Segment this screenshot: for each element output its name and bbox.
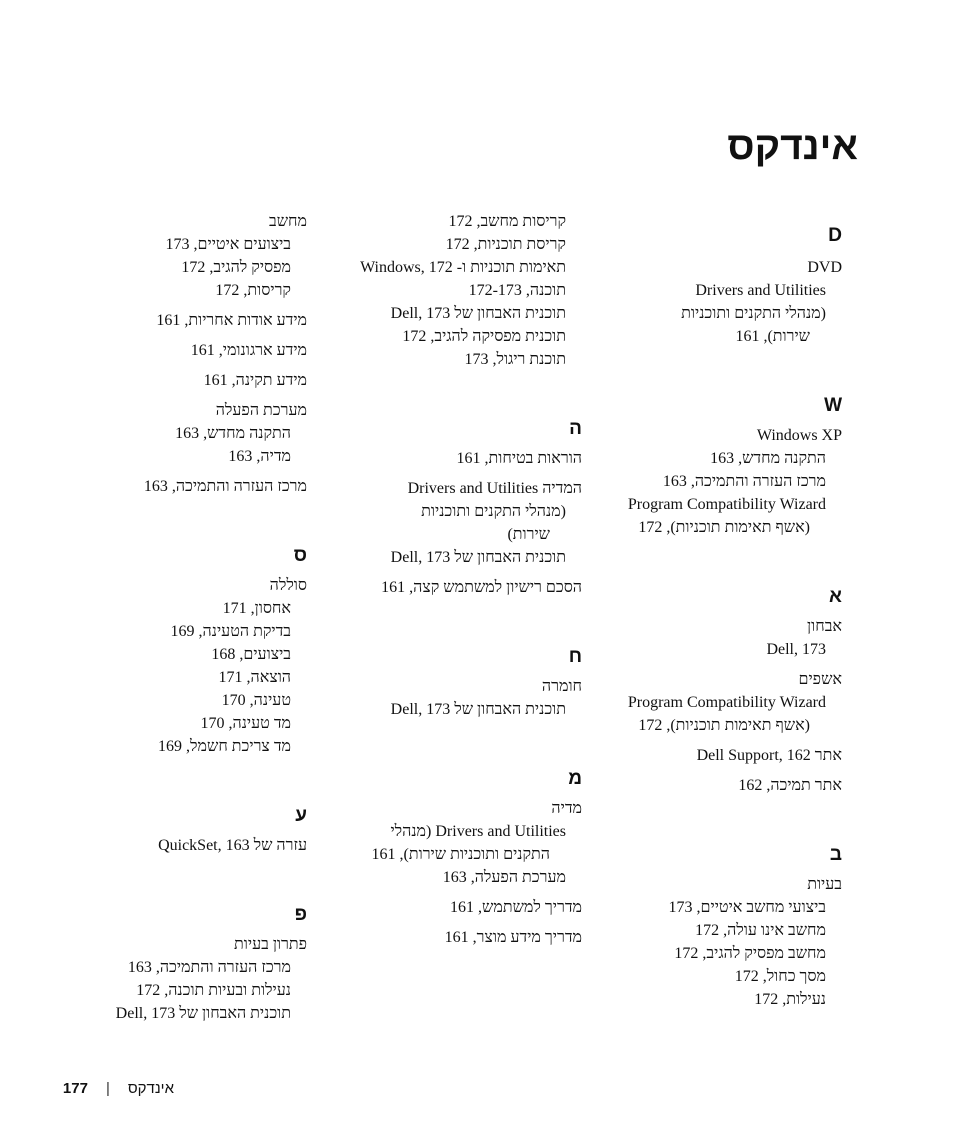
footer-section-title: אינדקס (127, 1080, 174, 1097)
entry-subterm: אחסון, 171 (222, 600, 291, 617)
index-entry (92, 210, 307, 302)
entry-subterm: שירות) (507, 526, 550, 543)
entry-term: מערכת הפעלה (215, 402, 307, 419)
entry-subterm: מחשב אינו עולה, 172 (695, 922, 826, 939)
entry-term: המדיה Drivers and Utilities (407, 480, 582, 497)
entry-subterm: תוכנית מפסיקה להגיב, 172 (402, 328, 566, 345)
entry-subterm: התקנה מחדש, 163 (710, 450, 826, 467)
entry-term: אבחון (807, 618, 842, 635)
entry-subterm: (מנהלי התקנים ותוכניות (421, 503, 566, 520)
section-letter: ע (295, 805, 307, 826)
index-entry: אתר Dell Support, 162 (696, 747, 842, 764)
entry-subterm: ביצועים, 168 (211, 646, 291, 663)
index-entry (92, 933, 307, 1025)
index-section-D (592, 224, 842, 348)
entry-subterm: מדיה, 163 (228, 448, 291, 465)
entry-subterm: נעילות, 172 (754, 991, 826, 1008)
entry-term: בעיות (807, 876, 842, 893)
entry-subterm: מערכת הפעלה, 163 (442, 869, 566, 886)
index-section-pe (92, 903, 307, 1025)
index-entry: מרכז העזרה והתמיכה, 163 (143, 478, 307, 495)
entry-subterm: תוכנית האבחון של Dell, 173 (390, 549, 566, 566)
index-entry-continued (342, 210, 582, 371)
entry-subterm: תאימות תוכניות ו- Windows, 172 (360, 259, 566, 276)
section-letter: מ (568, 768, 582, 789)
entry-term: Windows XP (756, 427, 842, 444)
index-entry: מידע ארגונומי, 161 (190, 342, 307, 359)
index-section-he (342, 417, 582, 599)
index-entry (342, 477, 582, 569)
entry-term: סוללה (269, 577, 307, 594)
index-entry: אתר תמיכה, 162 (738, 777, 842, 794)
entry-subterm: ביצועים איטיים, 173 (165, 236, 291, 253)
entry-subterm: תוכנית האבחון של Dell, 173 (390, 701, 566, 718)
entry-term: מחשב (269, 213, 307, 230)
index-section-mem (342, 767, 582, 949)
section-letter: D (828, 225, 842, 246)
index-column-2 (342, 210, 582, 956)
entry-subterm: מרכז העזרה והתמיכה, 163 (662, 473, 826, 490)
entry-term: פתרון בעיות (234, 936, 307, 953)
index-section-ayin (92, 804, 307, 857)
index-section-W (592, 394, 842, 539)
entry-subterm: Program Compatibility Wizard (627, 496, 826, 513)
index-entry: הוראות בטיחות, 161 (456, 450, 582, 467)
page-title: אינדקס (727, 125, 858, 168)
footer-separator: | (105, 1080, 110, 1097)
entry-subterm: התקנה מחדש, 163 (175, 425, 291, 442)
entry-subterm: קריסות מחשב, 172 (448, 213, 566, 230)
entry-term: DVD (807, 259, 842, 276)
entry-subterm: הוצאה, 171 (218, 669, 291, 686)
index-entry: מדריך מידע מוצר, 161 (444, 929, 582, 946)
entry-subterm: קריסת תוכניות, 172 (445, 236, 566, 253)
index-entry (342, 797, 582, 889)
entry-subterm: בדיקת הטעינה, 169 (170, 623, 291, 640)
section-letter: א (829, 586, 842, 607)
index-entry (592, 668, 842, 737)
entry-subterm: ביצועי מחשב איטיים, 173 (668, 899, 826, 916)
entry-subterm: מסך כחול, 172 (734, 968, 826, 985)
entry-term: אשפים (798, 671, 842, 688)
entry-subterm: תוכנת ריגול, 173 (464, 351, 566, 368)
entry-subterm: מד צריכת חשמל, 169 (158, 738, 291, 755)
index-entry (592, 873, 842, 1011)
entry-subterm: מפסיק להגיב, 172 (181, 259, 291, 276)
entry-subterm: התקנים ותוכניות שירות), 161 (371, 846, 550, 863)
index-entry: מידע אודות אחריות, 161 (156, 312, 307, 329)
section-letter: ה (569, 418, 582, 439)
index-section-alef (592, 585, 842, 797)
entry-subterm: תוכנה, 172-173 (468, 282, 566, 299)
entry-subterm: מד טעינה, 170 (200, 715, 291, 732)
index-entry: מדריך למשתמש, 161 (450, 899, 582, 916)
page-footer (63, 1080, 174, 1097)
section-letter: פ (294, 904, 307, 925)
index-section-samekh (92, 544, 307, 758)
entry-subterm: Drivers and Utilities (מנהלי (390, 823, 566, 840)
index-entry (342, 675, 582, 721)
index-entry (592, 424, 842, 539)
index-entry: מידע תקינה, 161 (203, 372, 307, 389)
entry-subterm: נעילות ובעיות תוכנה, 172 (136, 982, 291, 999)
entry-term: חומרה (541, 678, 582, 695)
section-letter: ח (568, 646, 582, 667)
entry-term: מדיה (551, 800, 582, 817)
page-number: 177 (62, 1080, 88, 1097)
index-entry (592, 615, 842, 661)
index-section-het (342, 645, 582, 721)
entry-subterm: מחשב מפסיק להגיב, 172 (674, 945, 826, 962)
entry-subterm: Drivers and Utilities (695, 282, 826, 299)
entry-subterm: תוכנית האבחון של Dell, 173 (115, 1005, 291, 1022)
section-letter: ס (293, 545, 307, 566)
entry-subterm: קריסות, 172 (215, 282, 291, 299)
entry-subterm: תוכנית האבחון של Dell, 173 (390, 305, 566, 322)
index-column-1 (592, 210, 842, 1018)
entry-subterm: Program Compatibility Wizard (627, 694, 826, 711)
entry-subterm: Dell, 173 (766, 641, 826, 658)
entry-subterm: (אשף תאימות תוכניות), 172 (638, 717, 810, 734)
index-entry: הסכם רישיון למשתמש קצה, 161 (381, 579, 582, 596)
index-entry (92, 399, 307, 468)
index-entry: עזרה של QuickSet, 163 (158, 837, 307, 854)
section-letter: W (824, 395, 842, 416)
entry-subterm: (אשף תאימות תוכניות), 172 (638, 519, 810, 536)
index-section-bet (592, 843, 842, 1011)
entry-subterm: מרכז העזרה והתמיכה, 163 (127, 959, 291, 976)
entry-subterm: טעינה, 170 (221, 692, 291, 709)
index-entry (592, 256, 842, 348)
entry-subterm: (מנהלי התקנים ותוכניות (681, 305, 826, 322)
section-letter: ב (829, 844, 842, 865)
entry-subterm: שירות), 161 (735, 328, 810, 345)
index-column-3 (92, 210, 307, 1032)
index-entry (92, 574, 307, 758)
